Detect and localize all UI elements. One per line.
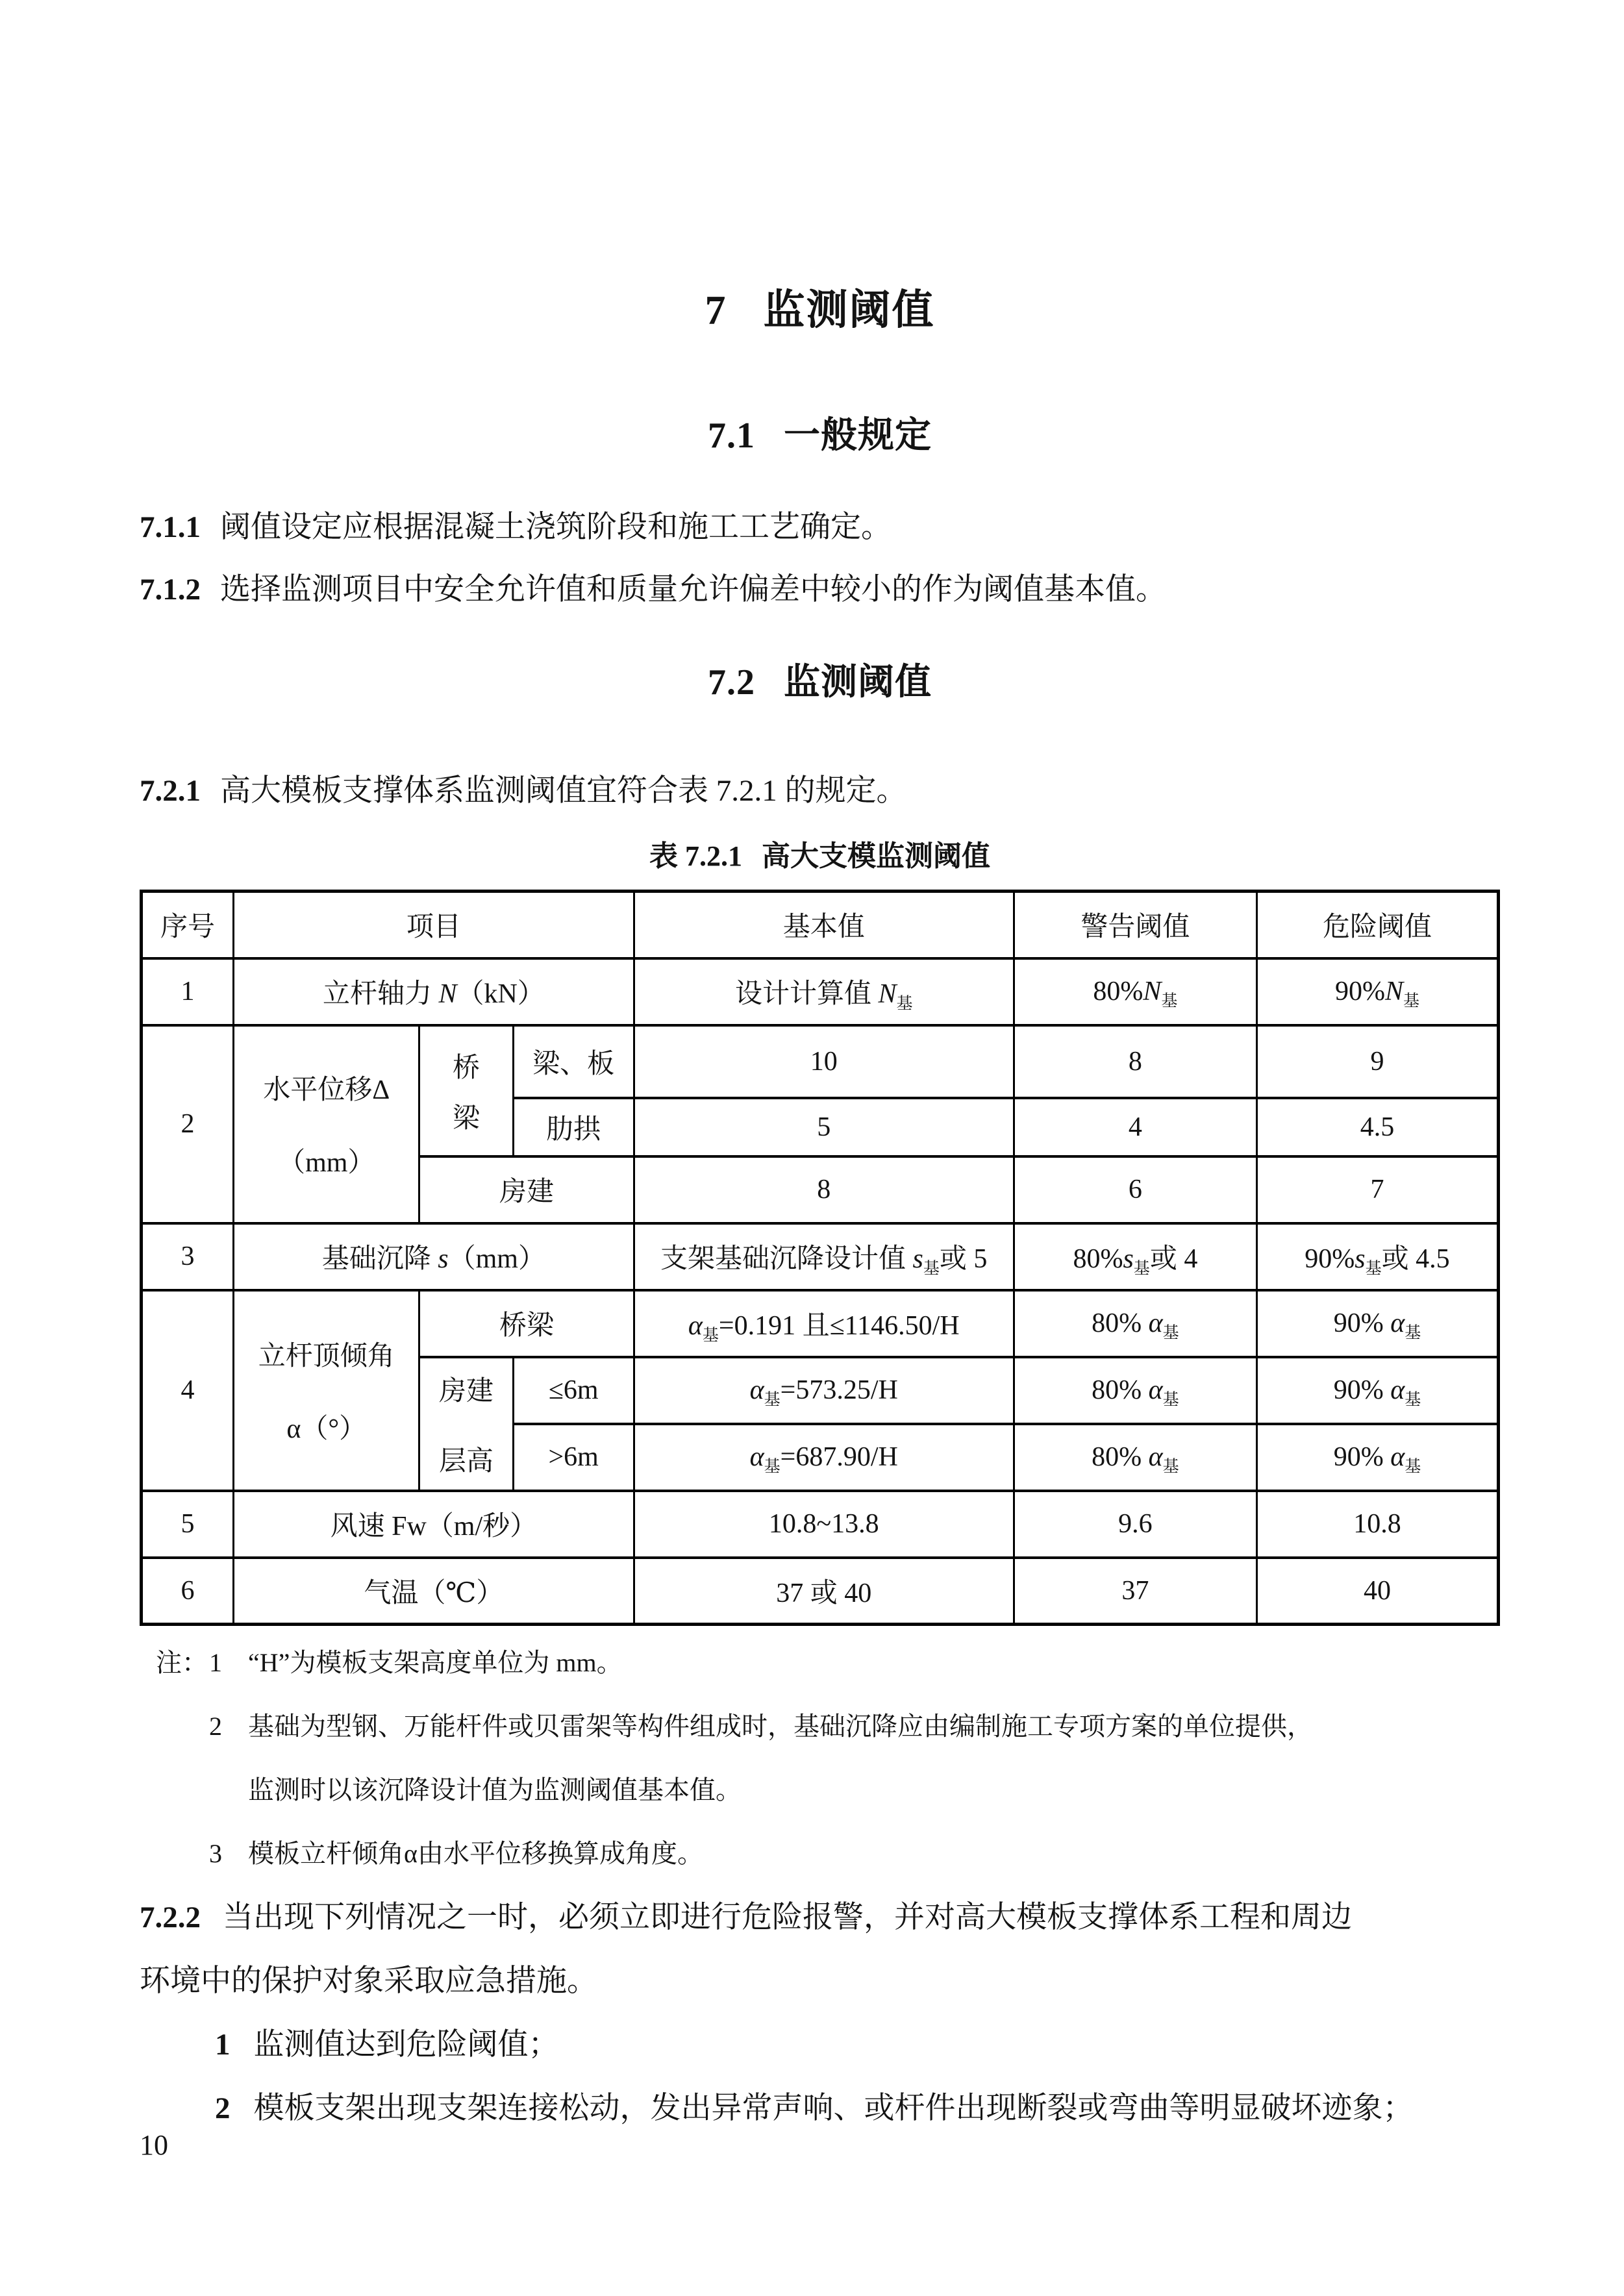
note-2-number: 2 [209,1712,222,1741]
clause-7-2-2-line2: 环境中的保护对象采取应急措施。 [140,1964,597,1998]
r4-house-line2: 层高 [439,1446,494,1477]
note-3-text: 模板立杆倾角α由水平位移换算成角度。 [248,1839,703,1868]
r1-basic-var: N [878,979,897,1009]
clause-7-1-2-text: 选择监测项目中安全允许值和质量允许偏差中较小的作为阈值基本值。 [220,573,1166,606]
note-1-number: 1 [209,1648,222,1677]
r3-warning-pre: 80% [1073,1244,1123,1274]
r4a-basic-post: =0.191 且≤1146.50/H [718,1311,960,1341]
r2-item-lines [234,1068,418,1180]
clause-7-2-2-text1: 当出现下列情况之一时，必须立即进行危险报警，并对高大模板支撑体系工程和周边 [223,1901,1352,1934]
r4b-danger-sub: 基 [1405,1391,1421,1409]
r3-basic-sub: 基 [923,1260,940,1278]
table-row-6 [142,1558,1499,1625]
r4b-basic-post: =573.25/H [780,1375,898,1405]
r4c-danger-var: α [1390,1442,1405,1472]
r4c-warning-sub: 基 [1162,1458,1179,1476]
cell-r3-basic [634,1223,1014,1290]
cell-r2-seq: 2 [142,1025,234,1223]
r4a-warning-var: α [1148,1308,1163,1338]
cell-r6-seq: 6 [142,1558,234,1625]
clause-7-1-2-number: 7.1.2 [140,573,201,606]
r1-warning-pre: 80% [1093,977,1143,1006]
r4-item-line1: 立杆顶倾角 [258,1341,395,1371]
cell-r4c-basic [634,1424,1014,1491]
r4c-warning-var: α [1148,1442,1163,1472]
r3-danger-pre: 90% [1305,1244,1355,1274]
r4a-danger-sub: 基 [1405,1324,1421,1342]
cell-r1-basic [634,958,1014,1025]
chapter-number: 7 [705,287,727,333]
cell-r2-beam-slab: 梁、板 [513,1025,634,1098]
table-row-5 [142,1491,1499,1558]
r3-warning-var: s [1123,1244,1134,1274]
cell-r2-item [234,1025,419,1223]
r4c-basic-post: =687.90/H [780,1442,898,1472]
r4a-danger-var: α [1390,1308,1405,1338]
r3-danger-var: s [1355,1244,1366,1274]
note-2-line2: 监测时以该沉降设计值为监测阈值基本值。 [248,1775,742,1804]
cell-r4-cond-gt: >6m [513,1424,634,1491]
r4a-basic-sub: 基 [702,1327,719,1345]
r3-item-var: s [438,1244,449,1274]
cell-r6-item: 气温（℃） [234,1558,634,1625]
cell-r2a-basic: 10 [634,1025,1014,1098]
table-caption-title: 高大支模监测阈值 [762,840,990,872]
cell-r4-bridge: 桥梁 [419,1290,634,1357]
r4c-warning-pre: 80% [1092,1442,1149,1472]
r3-danger-sub: 基 [1365,1260,1382,1278]
r4b-warning-var: α [1148,1375,1163,1405]
r4c-basic-sub: 基 [764,1458,781,1476]
cell-r5-seq: 5 [142,1491,234,1558]
section-7-2-title: 监测阈值 [784,662,932,703]
cell-r4c-warning [1014,1424,1256,1491]
section-7-1-title: 一般规定 [784,416,932,456]
r1-warning-var: N [1143,977,1162,1006]
r3-warning-post: 或 4 [1149,1244,1198,1274]
r3-basic-post: 或 5 [939,1244,988,1274]
clause-7-1-1 [140,496,1500,558]
r1-danger-pre: 90% [1334,977,1385,1006]
cell-r3-warning [1014,1223,1256,1290]
note-1 [156,1631,1500,1695]
r3-warning-sub: 基 [1133,1260,1150,1278]
danger-item-1 [140,2013,1500,2077]
cell-r2a-danger: 9 [1256,1025,1498,1098]
threshold-table [140,890,1500,1626]
chapter-title [140,284,1500,336]
page-number: 10 [140,2129,168,2161]
clause-7-2-2 [140,1886,1500,2013]
clause-7-1-1-text: 阈值设定应根据混凝土浇筑阶段和施工工艺确定。 [220,510,892,544]
section-7-2-number: 7.2 [708,662,755,703]
cell-r3-item [234,1223,634,1290]
r1-warning-sub: 基 [1161,992,1178,1010]
section-heading-7-2 [140,660,1500,705]
r4b-basic-var: α [749,1375,764,1405]
note-2 [156,1695,1500,1822]
note-tag: 注： [156,1648,208,1677]
r1-basic-sub: 基 [896,995,913,1013]
r4-house-line1: 房建 [439,1376,494,1406]
cell-r5-danger: 10.8 [1256,1491,1498,1558]
r4a-basic-var: α [688,1311,703,1341]
section-heading-7-1 [140,413,1500,458]
cell-r4-cond-le: ≤6m [513,1357,634,1424]
cell-r4a-basic [634,1290,1014,1357]
cell-r4c-danger [1256,1424,1498,1491]
clause-7-1-1-number: 7.1.1 [140,510,201,544]
cell-r1-seq: 1 [142,958,234,1025]
cell-r2c-basic: 8 [634,1156,1014,1223]
cell-r2-rib-arch: 肋拱 [513,1098,634,1156]
r1-danger-var: N [1384,977,1403,1006]
r4a-danger-pre: 90% [1333,1308,1391,1338]
table-caption [140,832,1500,874]
cell-r6-danger: 40 [1256,1558,1498,1625]
note-2-line1: 基础为型钢、万能杆件或贝雷架等构件组成时，基础沉降应由编制施工专项方案的单位提供， [248,1712,1313,1741]
cell-r6-basic: 37 或 40 [634,1558,1014,1625]
r3-item-pre: 基础沉降 [321,1244,438,1274]
r4b-danger-pre: 90% [1333,1375,1391,1405]
r1-basic-pre: 设计计算值 [734,979,879,1009]
r4c-danger-pre: 90% [1333,1442,1391,1472]
table-row-4a [142,1290,1499,1357]
note-2-text [248,1695,1500,1822]
note-1-text: “H”为模板支架高度单位为 mm。 [248,1648,623,1677]
cell-r5-item: 风速 Fw（m/秒） [234,1491,634,1558]
r4c-danger-sub: 基 [1405,1458,1421,1476]
r4-item-line2: α（°） [286,1414,367,1444]
cell-r3-seq: 3 [142,1223,234,1290]
cell-r4-house [419,1357,513,1491]
r1-item-post: （kN） [456,979,545,1009]
clause-7-2-1 [140,760,1500,822]
cell-r4b-danger [1256,1357,1498,1424]
note-3-number: 3 [209,1839,222,1868]
table-notes [140,1631,1500,1886]
r3-basic-var: s [912,1244,923,1274]
cell-r2c-danger: 7 [1256,1156,1498,1223]
header-seq: 序号 [142,892,234,958]
r2-bridge-char1: 桥 [453,1053,481,1083]
r4b-danger-var: α [1390,1375,1405,1405]
clause-7-2-2-line1 [140,1886,1500,1949]
cell-r2-bridge [419,1025,513,1156]
section-7-1-number: 7.1 [708,416,755,456]
cell-r3-danger [1256,1223,1498,1290]
r2-item-line1: 水平位移Δ [263,1075,390,1105]
r3-danger-post: 或 4.5 [1381,1244,1450,1274]
r2-bridge-vertical [420,1046,512,1136]
r3-basic-pre: 支架基础沉降设计值 [660,1244,913,1274]
r4c-basic-var: α [749,1442,764,1472]
r3-item-post: （mm） [448,1244,545,1274]
r4a-warning-pre: 80% [1092,1308,1149,1338]
r1-item-pre: 立杆轴力 [322,979,439,1009]
table-row-2a [142,1025,1499,1098]
cell-r1-item [234,958,634,1025]
r4b-warning-sub: 基 [1162,1391,1179,1409]
cell-r1-warning [1014,958,1256,1025]
cell-r4a-danger [1256,1290,1498,1357]
clause-7-2-1-number: 7.2.1 [140,774,201,808]
r4b-warning-pre: 80% [1092,1375,1149,1405]
header-danger: 危险阈值 [1256,892,1498,958]
r2-item-line2: （mm） [278,1148,375,1178]
cell-r4b-basic [634,1357,1014,1424]
clause-7-2-2-number: 7.2.2 [140,1901,201,1934]
header-basic: 基本值 [634,892,1014,958]
danger-item-2 [140,2077,1500,2140]
cell-r2c-warning: 6 [1014,1156,1256,1223]
danger-item-2-text: 模板支架出现支架连接松动，发出异常声响、或杆件出现断裂或弯曲等明显破坏迹象； [253,2091,1414,2125]
r1-danger-sub: 基 [1403,992,1419,1010]
r1-item-var: N [438,979,457,1009]
cell-r2b-danger: 4.5 [1256,1098,1498,1156]
cell-r4a-warning [1014,1290,1256,1357]
cell-r4-seq: 4 [142,1290,234,1491]
cell-r6-warning: 37 [1014,1558,1256,1625]
danger-item-2-number: 2 [215,2091,231,2125]
r4b-basic-sub: 基 [764,1391,781,1409]
cell-r4-item [234,1290,419,1491]
table-row-3 [142,1223,1499,1290]
table-header-row [142,892,1499,958]
cell-r5-basic: 10.8~13.8 [634,1491,1014,1558]
note-3 [156,1822,1500,1886]
r4-house-lines [420,1369,512,1479]
cell-r1-danger [1256,958,1498,1025]
table-caption-label: 表 7.2.1 [649,840,742,872]
cell-r2b-basic: 5 [634,1098,1014,1156]
header-warning: 警告阈值 [1014,892,1256,958]
header-item: 项目 [234,892,634,958]
cell-r2-building: 房建 [419,1156,634,1223]
cell-r5-warning: 9.6 [1014,1491,1256,1558]
r2-bridge-char2: 梁 [453,1103,481,1134]
clause-7-1-2 [140,558,1500,621]
danger-item-1-text: 监测值达到危险阈值； [253,2028,559,2062]
chapter-title-text: 监测阈值 [763,287,935,333]
cell-r4b-warning [1014,1357,1256,1424]
r4a-warning-sub: 基 [1162,1324,1179,1342]
danger-item-1-number: 1 [215,2028,231,2062]
table-row-1 [142,958,1499,1025]
cell-r2b-warning: 4 [1014,1098,1256,1156]
clause-7-2-1-text: 高大模板支撑体系监测阈值宜符合表 7.2.1 的规定。 [220,774,907,808]
r4-item-lines [234,1334,418,1446]
cell-r2a-warning: 8 [1014,1025,1256,1098]
